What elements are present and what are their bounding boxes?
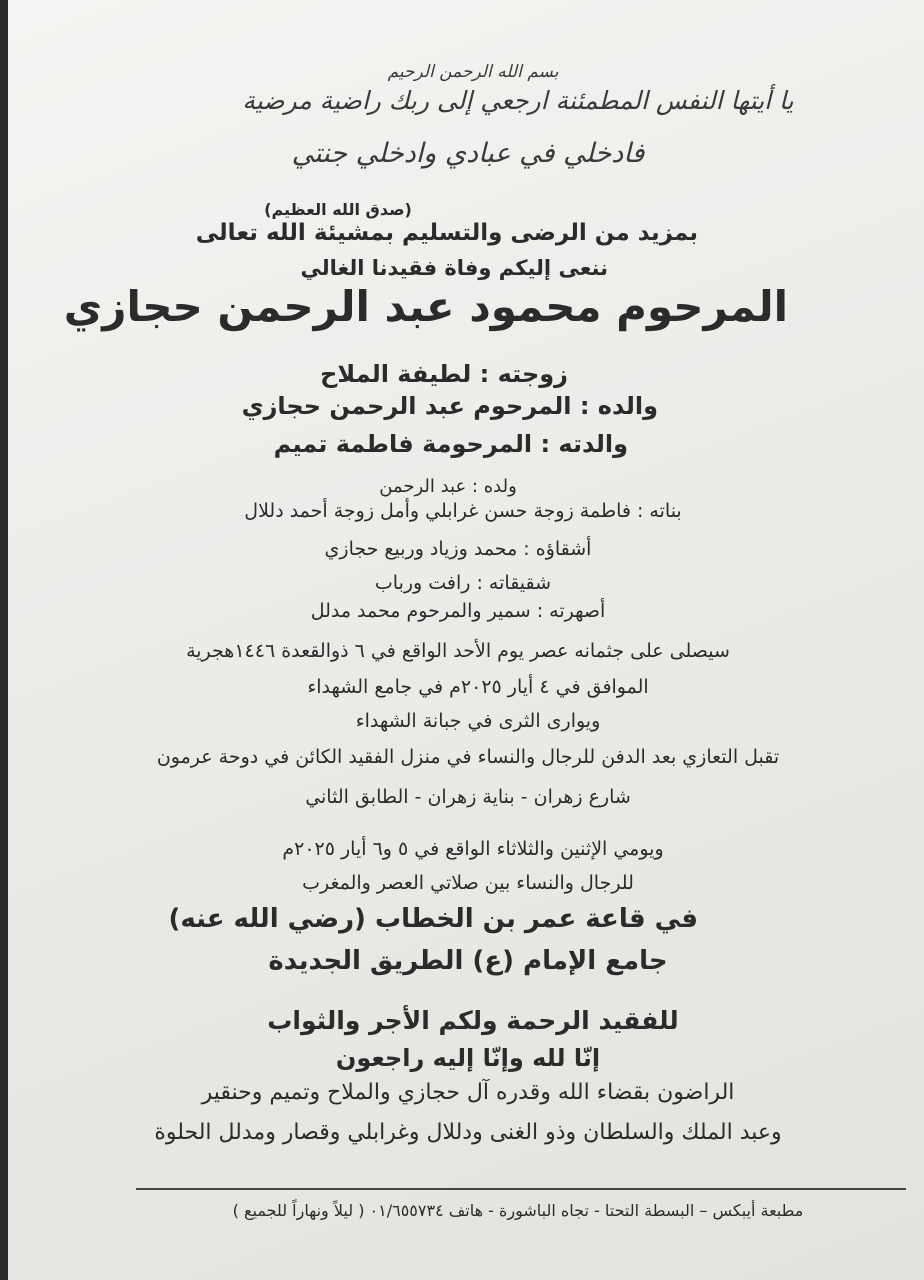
closing-line-1: للفقيد الرحمة ولكم الأجر والثواب — [267, 1006, 679, 1035]
condolence-home-line-2: شارع زهران - بناية زهران - الطابق الثاني — [305, 786, 631, 808]
obituary-sheet — [8, 0, 924, 1280]
family-wife: زوجته : لطيفة الملاح — [320, 360, 568, 388]
condolence-hall-line-2: للرجال والنساء بين صلاتي العصر والمغرب — [302, 872, 634, 894]
verse-closing: (صدق الله العظيم) — [264, 200, 412, 219]
closing-line-2: إنّا لله وإنّا إليه راجعون — [335, 1044, 601, 1072]
condolence-home-line-1: تقبل التعازي بعد الدفن للرجال والنساء في منزل الفقيد الكائن في دوحة عرمون — [156, 746, 780, 768]
intro-line-1: بمزيد من الرضى والتسليم بمشيئة الله تعالى — [195, 220, 698, 246]
condolence-hall-line-3: في قاعة عمر بن الخطاب (رضي الله عنه) — [168, 904, 698, 934]
family-brothers: أشقاؤه : محمد وزياد وربيع حجازي — [324, 538, 592, 560]
family-son: ولده : عبد الرحمن — [379, 476, 517, 497]
closing-line-3: الراضون بقضاء الله وقدره آل حجازي والملاح وتميم وحنقير — [201, 1080, 735, 1105]
funeral-line-1: سيصلى على جثمانه عصر يوم الأحد الواقع في ٦ ذوالقعدة ١٤٤٦هجرية — [186, 640, 730, 662]
funeral-line-3: ويوارى الثرى في جبانة الشهداء — [355, 710, 601, 732]
footer-divider — [136, 1188, 906, 1190]
intro-line-2: ننعى إليكم وفاة فقيدنا الغالي — [300, 256, 608, 280]
basmala: بسم الله الرحمن الرحيم — [387, 62, 559, 82]
condolence-hall-line-4: جامع الإمام (ع) الطريق الجديدة — [268, 946, 668, 976]
verse-line-1: يا أيتها النفس المطمئنة ارجعي إلى ربك راضية مرضية — [242, 86, 794, 115]
family-sisters: شقيقاته : رافت ورباب — [374, 572, 552, 594]
deceased-name: المرحوم محمود عبد الرحمن حجازي — [63, 282, 788, 331]
family-daughters: بناته : فاطمة زوجة حسن غرابلي وأمل زوجة أحمد دللال — [244, 500, 682, 522]
footer-printer: مطبعة أيبكس – البسطة التحتا - تجاه الباشورة - هاتف ٠١/٦٥٥٧٣٤ ( ليلاً ونهاراً للجميع ) — [232, 1201, 804, 1220]
verse-line-2: فادخلي في عبادي وادخلي جنتي — [291, 138, 645, 169]
family-in-laws: أصهرته : سمير والمرحوم محمد مدلل — [310, 600, 606, 622]
closing-line-4: وعبد الملك والسلطان وذو الغنى ودللال وغرابلي وقصار ومدلل الحلوة — [154, 1120, 782, 1145]
family-father: والده : المرحوم عبد الرحمن حجازي — [241, 392, 658, 420]
condolence-hall-line-1: ويومي الإثنين والثلاثاء الواقع في ٥ و٦ أيار ٢٠٢٥م — [282, 838, 664, 860]
funeral-line-2: الموافق في ٤ أيار ٢٠٢٥م في جامع الشهداء — [307, 676, 649, 698]
family-mother: والدته : المرحومة فاطمة تميم — [273, 430, 628, 458]
